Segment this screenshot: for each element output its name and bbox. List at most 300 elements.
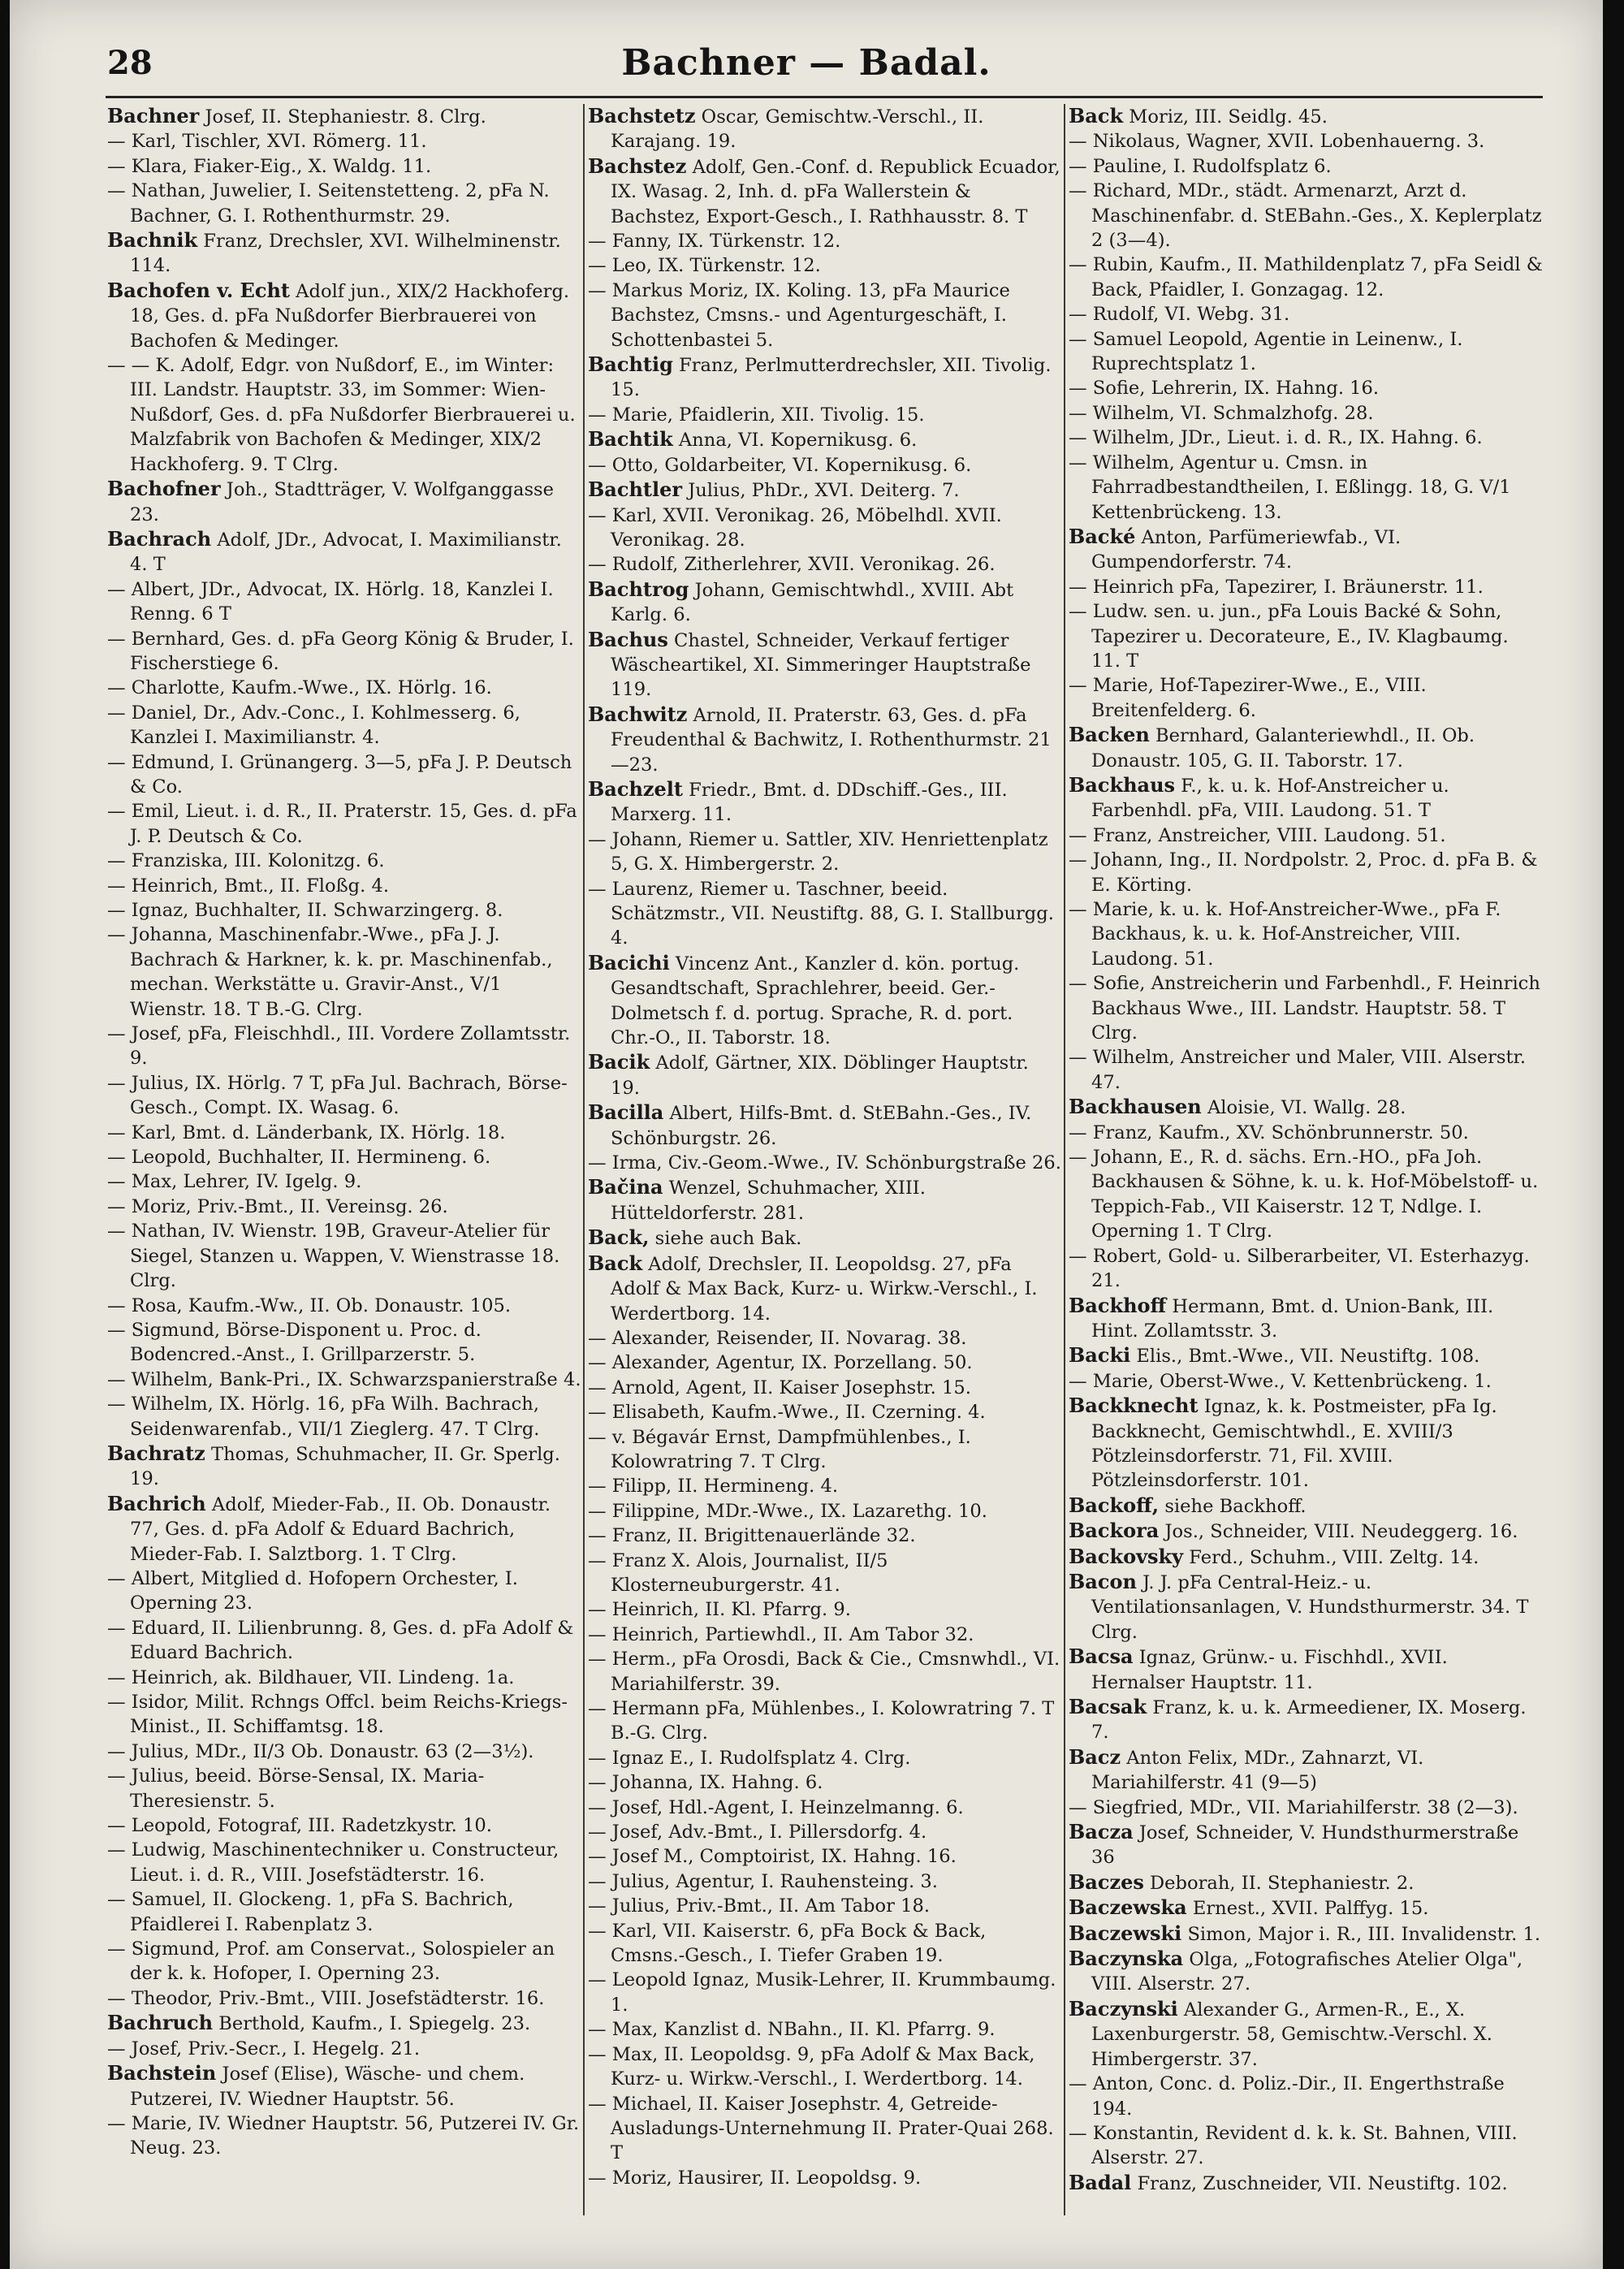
entry-text: — Sigmund, Börse-Disponent u. Proc. d. Bodencred.-Anst., I. Grillparzerstr. 5. — [107, 1319, 482, 1366]
entry-surname: Bachstein — [107, 2061, 217, 2085]
entry-text: — Rudolf, Zitherlehrer, XVII. Veronikag. 26. — [588, 554, 996, 576]
directory-entry — [588, 279, 1062, 352]
entry-text: Deborah, II. Stephaniestr. 2. — [1143, 1872, 1415, 1894]
entry-text: — Albert, JDr., Advocat, IX. Hörlg. 18, Kanzlei I. Renng. 6 T — [107, 578, 554, 625]
entry-text: — Samuel Leopold, Agentie in Leinenw., I. Ruprechtsplatz 1. — [1069, 328, 1463, 375]
directory-entry — [1069, 302, 1543, 326]
entry-text: — Sofie, Lehrerin, IX. Hahng. 16. — [1069, 378, 1380, 400]
directory-entry — [107, 874, 581, 898]
entry-text: — Rubin, Kaufm., II. Mathildenplatz 7, pFa Seidl & Back, Pfaidler, I. Gonzagag. 12. — [1069, 254, 1543, 300]
entry-text: Simon, Major i. R., III. Invalidenstr. 1. — [1181, 1923, 1541, 1945]
entry-text: Hermann, Bmt. d. Union-Bank, III. Hint. Zollamtsstr. 3. — [1091, 1295, 1494, 1342]
directory-entry — [1069, 599, 1543, 673]
entry-text: Oscar, Gemischtw.-Verschl., II. Karajang. 19. — [611, 106, 984, 153]
entry-text: Anna, VI. Kopernikusg. 6. — [672, 430, 918, 452]
entry-text: — Josef, Hdl.-Agent, I. Heinzelmanng. 6. — [588, 1796, 964, 1818]
entry-text: Ferd., Schuhm., VIII. Zeltg. 14. — [1183, 1546, 1479, 1568]
directory-entry — [107, 104, 581, 129]
entry-surname: Backhausen — [1069, 1095, 1202, 1119]
entry-text: Ignaz, k. k. Postmeister, pFa Ig. Backknecht, Gemischtwhdl., E. XVIII/3 Pötzleinsdorferstr. 71, Fil. XVIII. Pötzleinsdorferstr. 101. — [1091, 1396, 1497, 1492]
directory-entry — [107, 1368, 581, 1392]
directory-entry — [588, 628, 1062, 702]
entry-text: Bernhard, Galanteriewhdl., II. Ob. Donaustr. 105, G. II. Taborstr. 17. — [1091, 725, 1475, 771]
entry-text: — Wilhelm, Bank-Pri., IX. Schwarzspanierstraße 4. — [107, 1368, 581, 1390]
entry-text: — Max, II. Leopoldsg. 9, pFa Adolf & Max Back, Kurz- u. Wirkw.-Verschl., I. Werdertborg. 14. — [588, 2043, 1035, 2090]
directory-entry — [1069, 253, 1543, 302]
entry-surname: Bachrich — [107, 1491, 206, 1515]
entry-text: — Nikolaus, Wagner, XVII. Lobenhauerng. 3. — [1069, 131, 1485, 153]
entry-surname: Backora — [1069, 1519, 1160, 1543]
entry-text: — Richard, MDr., städt. Armenarzt, Arzt d. Maschinenfabr. d. StEBahn.-Ges., X. Keplerplatz 2 (3—4). — [1069, 180, 1542, 252]
entry-surname: Bachofner — [107, 477, 221, 501]
directory-entry — [588, 1820, 1062, 1844]
directory-entry — [588, 577, 1062, 628]
entry-text: — Konstantin, Revident d. k. k. St. Bahnen, VIII. Alserstr. 27. — [1069, 2122, 1518, 2169]
entry-text: — Heinrich, Partiewhdl., II. Am Tabor 32. — [588, 1623, 974, 1645]
entry-text: — Charlotte, Kaufm.-Wwe., IX. Hörlg. 16. — [107, 677, 492, 699]
entry-text: Franz, Perlmutterdrechsler, XII. Tivolig. 15. — [611, 355, 1052, 401]
entry-text: — Eduard, II. Lilienbrunng. 8, Ges. d. pFa Adolf & Eduard Bachrich. — [107, 1617, 574, 1664]
entry-text: — Robert, Gold- u. Silberarbeiter, VI. Esterhazyg. 21. — [1069, 1245, 1530, 1292]
directory-entry — [588, 1770, 1062, 1795]
directory-entry — [107, 799, 581, 849]
entry-text: — Johann, Ing., II. Nordpolstr. 2, Proc. d. pFa B. & E. Körting. — [1069, 849, 1538, 896]
directory-entry — [588, 478, 1062, 503]
entry-text: — Johann, E., R. d. sächs. Ern.-HO., pFa Joh. Backhausen & Söhne, k. u. k. Hof-Möbelstoff- u. Teppich-Fab., VII Kaiserstr. 12 T, Ndlge. I. Operning 1. T Clrg. — [1069, 1147, 1539, 1243]
directory-entry — [107, 1764, 581, 1813]
entry-text: — Albert, Mitglied d. Hofopern Orchester, I. Operning 23. — [107, 1567, 518, 1614]
column-1 — [107, 104, 581, 2215]
entry-text: Adolf, Gen.-Conf. d. Republick Ecuador, IX. Wasag. 2, Inh. d. pFa Wallerstein & Bachstez, Export-Gesch., I. Rathhausstr. 8. T — [611, 156, 1060, 227]
entry-text: Jos., Schneider, VIII. Neudeggerg. 16. — [1159, 1521, 1518, 1543]
directory-entry — [588, 1523, 1062, 1548]
entry-surname: Bacsak — [1069, 1695, 1147, 1718]
directory-entry — [107, 750, 581, 800]
entry-surname: Bachner — [107, 104, 200, 127]
entry-text: — Karl, Bmt. d. Länderbank, IX. Hörlg. 18. — [107, 1122, 506, 1143]
directory-entry — [1069, 179, 1543, 253]
directory-entry — [107, 849, 581, 873]
entry-text: Josef, II. Stephaniestr. 8. Clrg. — [199, 106, 486, 127]
entry-text: Chastel, Schneider, Verkauf fertiger Wäscheartikel, XI. Simmeringer Hauptstraße 119. — [611, 629, 1031, 701]
entry-text: — Josef, Priv.-Secr., I. Hegelg. 21. — [107, 2038, 420, 2059]
entry-text: — Johanna, IX. Hahng. 6. — [588, 1772, 823, 1794]
directory-entry — [1069, 2171, 1543, 2196]
directory-entry — [1069, 723, 1543, 773]
entry-text: — Julius, IX. Hörlg. 7 T, pFa Jul. Bachrach, Börse-Gesch., Compt. IX. Wasag. 6. — [107, 1072, 568, 1119]
entry-text: — Ignaz E., I. Rudolfsplatz 4. Clrg. — [588, 1747, 911, 1769]
entry-text: — Leo, IX. Türkenstr. 12. — [588, 255, 821, 277]
entry-text: — Franz, Kaufm., XV. Schönbrunnerstr. 50. — [1069, 1122, 1469, 1143]
directory-entry — [1069, 104, 1543, 129]
directory-entry — [588, 1696, 1062, 1746]
entry-text: — Franz, Anstreicher, VIII. Laudong. 51. — [1069, 824, 1446, 846]
entry-text: — Julius, Priv.-Bmt., II. Am Tabor 18. — [588, 1895, 931, 1917]
directory-entry — [1069, 1394, 1543, 1493]
entry-surname: Backoff, — [1069, 1493, 1160, 1517]
entry-text: — Klara, Fiaker-Eig., X. Waldg. 11. — [107, 155, 432, 177]
entry-text: — Theodor, Priv.-Bmt., VIII. Josefstädterstr. 16. — [107, 1987, 545, 2009]
directory-entry — [1069, 848, 1543, 897]
entry-text: — Leopold, Fotograf, III. Radetzkystr. 10. — [107, 1815, 492, 1837]
entry-text: — Sofie, Anstreicherin und Farbenhdl., F. Heinrich Backhaus Wwe., III. Landstr. Hauptstr. 58. T Clrg. — [1069, 973, 1540, 1044]
entry-surname: Bachus — [588, 627, 668, 651]
entry-text: Arnold, II. Praterstr. 63, Ges. d. pFa Freudenthal & Bachwitz, I. Rothenthurmstr. 21—23. — [611, 704, 1052, 776]
entry-text: Adolf, Mieder-Fab., II. Ob. Donaustr. 77, Ges. d. pFa Adolf & Eduard Bachrich, Mieder-Fab. I. Salztborg. 1. T Clrg. — [130, 1493, 551, 1565]
entry-text: Joh., Stadtträger, V. Wolfganggasse 23. — [130, 479, 555, 525]
entry-surname: Backhoff — [1069, 1293, 1167, 1317]
directory-entry — [588, 1869, 1062, 1894]
entry-text: — Nathan, IV. Wienstr. 19B, Graveur-Atelier für Siegel, Stanzen u. Wappen, V. Wienstrasse 18. Clrg. — [107, 1221, 560, 1292]
entry-text: Anton, Parfümeriewfab., VI. Gumpendorferstr. 74. — [1091, 526, 1402, 573]
directory-entry — [107, 627, 581, 676]
directory-entry — [1069, 2121, 1543, 2171]
entry-text: — Daniel, Dr., Adv.-Conc., I. Kohlmesserg. 6, Kanzlei I. Maximilianstr. 4. — [107, 702, 520, 749]
entry-text: — Wilhelm, Anstreicher und Maler, VIII. Alserstr. 47. — [1069, 1047, 1527, 1093]
directory-entry — [107, 1666, 581, 1690]
directory-entry — [107, 1145, 581, 1169]
entry-text: — Leopold Ignaz, Musik-Lehrer, II. Krummbaumg. 1. — [588, 1969, 1056, 2016]
directory-entry — [1069, 1145, 1543, 1244]
entry-text: Anton Felix, MDr., Zahnarzt, VI. Mariahilferstr. 41 (9—5) — [1091, 1747, 1424, 1794]
entry-text: — Ludwig, Maschinentechniker u. Constructeur, Lieut. i. d. R., VIII. Josefstädterstr. 16. — [107, 1839, 559, 1886]
entry-text: F., k. u. k. Hof-Anstreicher u. Farbenhdl. pFa, VIII. Laudong. 51. T — [1091, 775, 1449, 822]
entry-surname: Bacon — [1069, 1569, 1137, 1593]
entry-text: — Johanna, Maschinenfabr.-Wwe., pFa J. J. Bachrach & Harkner, k. k. pr. Maschinenfab., mechan. Werkstätte u. Gravir-Anst., V/1 Wienstr. 18. T B.-G. Clrg. — [107, 924, 553, 1020]
directory-entry — [588, 1175, 1062, 1225]
entry-text: — Wilhelm, IX. Hörlg. 16, pFa Wilh. Bachrach, Seidenwarenfab., VII/1 Zieglerg. 47. T Clrg. — [107, 1394, 540, 1440]
directory-entry — [1069, 1745, 1543, 1796]
entry-text: — Alexander, Agentur, IX. Porzellang. 50. — [588, 1352, 973, 1374]
entry-text: J. J. pFa Central-Heiz.- u. Ventilationsanlagen, V. Hundsthurmerstr. 34. T Clrg. — [1091, 1571, 1529, 1643]
directory-entry — [107, 1813, 581, 1838]
entry-text: Wenzel, Schuhmacher, XIII. Hütteldorferstr. 281. — [611, 1178, 926, 1224]
entry-text: — Laurenz, Riemer u. Taschner, beeid. Schätzmstr., VII. Neustiftg. 88, G. I. Stallburgg. 4. — [588, 878, 1054, 949]
directory-entry — [1069, 1343, 1543, 1368]
directory-entry — [107, 1838, 581, 1887]
directory-entry — [107, 1740, 581, 1764]
directory-entry — [107, 898, 581, 923]
entry-text: — Filipp, II. Hermineng. 4. — [588, 1476, 839, 1498]
entry-text: — Marie, IV. Wiedner Hauptstr. 56, Putzerei IV. Gr. Neug. 23. — [107, 2112, 580, 2159]
directory-entry — [588, 1151, 1062, 1175]
entry-text: — Markus Moriz, IX. Koling. 13, pFa Maurice Bachstez, Cmsns.- und Agenturgeschäft, I. Schottenbastei 5. — [588, 279, 1010, 351]
entry-text: — Edmund, I. Grünangerg. 3—5, pFa J. P. Deutsch & Co. — [107, 751, 572, 797]
directory-entry — [1069, 1947, 1543, 1997]
entry-surname: Bacik — [588, 1050, 650, 1074]
directory-entry — [107, 1441, 581, 1492]
entry-text: — Marie, Hof-Tapezirer-Wwe., E., VIII. Breitenfelderg. 6. — [1069, 675, 1427, 721]
directory-entry — [588, 352, 1062, 403]
entry-text: Franz, Drechsler, XVI. Wilhelminenstr. 114. — [130, 231, 561, 277]
column-divider — [583, 104, 585, 2215]
directory-entry — [588, 1746, 1062, 1770]
directory-entry — [1069, 1644, 1543, 1695]
entry-text: — Heinrich pFa, Tapezirer, I. Bräunerstr. 11. — [1069, 576, 1484, 598]
entry-surname: Bacz — [1069, 1744, 1121, 1769]
entry-text: — Marie, Pfaidlerin, XII. Tivolig. 15. — [588, 404, 925, 426]
directory-entry — [588, 403, 1062, 427]
entry-surname: Backen — [1069, 723, 1150, 747]
directory-entry — [107, 1195, 581, 1219]
entry-text: — Siegfried, MDr., VII. Mariahilferstr. 38 (2—3). — [1069, 1796, 1518, 1818]
entry-text: — Rosa, Kaufm.-Ww., II. Ob. Donaustr. 105. — [107, 1294, 512, 1316]
directory-entry — [1069, 154, 1543, 179]
directory-entry — [107, 1887, 581, 1937]
directory-entry — [588, 1499, 1062, 1523]
directory-entry — [107, 179, 581, 228]
directory-entry — [588, 1100, 1062, 1151]
entry-text: — Franz X. Alois, Journalist, II/5 Klosterneuburgerstr. 41. — [588, 1549, 888, 1596]
entry-text: — Sigmund, Prof. am Conservat., Solospieler an der k. k. Hofoper, I. Operning 23. — [107, 1938, 555, 1985]
directory-entry — [1069, 673, 1543, 723]
directory-entry — [588, 427, 1062, 452]
entry-text: siehe auch Bak. — [649, 1228, 802, 1250]
entry-text: — Herm., pFa Orosdi, Back & Cie., Cmsnwhdl., VI. Mariahilferstr. 39. — [588, 1649, 1060, 1695]
entry-surname: Bacilla — [588, 1100, 664, 1125]
directory-entry — [107, 353, 581, 477]
directory-entry — [588, 828, 1062, 877]
directory-entry — [588, 702, 1062, 777]
column-2 — [588, 104, 1062, 2215]
directory-entry — [588, 1549, 1062, 1598]
entry-surname: Baczynski — [1069, 1996, 1178, 2020]
directory-entry — [107, 1492, 581, 1567]
entry-text: Adolf, Gärtner, XIX. Döblinger Hauptstr. 19. — [611, 1052, 1029, 1099]
entry-surname: Bacsa — [1069, 1644, 1134, 1669]
directory-entry — [588, 1351, 1062, 1375]
entry-surname: Bachtig — [588, 352, 673, 377]
entry-text: — Arnold, Agent, II. Kaiser Josephstr. 15. — [588, 1377, 971, 1398]
entry-surname: Backknecht — [1069, 1394, 1199, 1418]
entry-text: — Wilhelm, JDr., Lieut. i. d. R., IX. Hahng. 6. — [1069, 427, 1483, 449]
entry-surname: Bachtik — [588, 427, 673, 452]
entry-surname: Bachruch — [107, 2011, 214, 2035]
directory-entry — [588, 453, 1062, 478]
entry-text: — Michael, II. Kaiser Josephstr. 4, Getreide-Ausladungs-Unternehmung II. Prater-Quai 268. T — [588, 2093, 1054, 2164]
entry-text: Olga, „Fotografisches Atelier Olga", VIII. Alserstr. 27. — [1091, 1949, 1523, 1995]
directory-entry — [588, 1597, 1062, 1622]
entry-surname: Bacza — [1069, 1820, 1134, 1844]
directory-entry — [1069, 773, 1543, 823]
directory-entry — [588, 104, 1062, 154]
entry-text: Adolf jun., XIX/2 Hackhoferg. 18, Ges. d. pFa Nußdorfer Bierbrauerei von Bachofen & Medinger. — [130, 280, 570, 352]
directory-entry — [1069, 1493, 1543, 1519]
directory-entry — [1069, 1121, 1543, 1145]
entry-text: — Ludw. sen. u. jun., pFa Louis Backé & Sohn, Tapezirer u. Decorateure, E., IV. Klagbaumg. 11. T — [1069, 601, 1509, 672]
entry-surname: Bachstetz — [588, 104, 696, 127]
running-head: Bachner — Badal. — [621, 42, 991, 84]
entry-text: — Josef M., Comptoirist, IX. Hahng. 16. — [588, 1846, 957, 1868]
directory-entry — [107, 1294, 581, 1318]
entry-surname: Backhaus — [1069, 772, 1176, 797]
entry-text: — Karl, VII. Kaiserstr. 6, pFa Bock & Back, Cmsns.-Gesch., I. Tiefer Graben 19. — [588, 1920, 987, 1967]
directory-entry — [1069, 1519, 1543, 1544]
entry-text: — Pauline, I. Rudolfsplatz 6. — [1069, 155, 1332, 177]
directory-entry — [1069, 451, 1543, 525]
directory-entry — [1069, 1570, 1543, 1644]
directory-entry — [588, 1623, 1062, 1647]
directory-entry — [588, 2166, 1062, 2190]
entry-text: Franz, Zuschneider, VII. Neustiftg. 102. — [1131, 2172, 1508, 2194]
directory-entry — [588, 1844, 1062, 1869]
entry-text: — Julius, beeid. Börse-Sensal, IX. Maria-Theresienstr. 5. — [107, 1765, 485, 1812]
entry-surname: Bachratz — [107, 1441, 205, 1465]
directory-entry — [588, 1326, 1062, 1351]
directory-entry — [107, 527, 581, 577]
entry-text: — Franz, II. Brigittenauerlände 32. — [588, 1525, 916, 1547]
directory-entry — [588, 777, 1062, 828]
directory-entry — [1069, 525, 1543, 575]
directory-entry — [588, 2042, 1062, 2092]
entry-text: Adolf, JDr., Advocat, I. Maximilianstr. 4. T — [130, 529, 562, 576]
directory-entry — [107, 2061, 581, 2111]
directory-entry — [1069, 1545, 1543, 1570]
directory-entry — [588, 1400, 1062, 1424]
entry-text: — Wilhelm, VI. Schmalzhofg. 28. — [1069, 402, 1374, 424]
directory-entry — [588, 504, 1062, 553]
directory-entry — [107, 1392, 581, 1441]
entry-text: — Nathan, Juwelier, I. Seitenstetteng. 2, pFa N. Bachner, G. I. Rothenthurmstr. 29. — [107, 180, 550, 227]
entry-text: — Otto, Goldarbeiter, VI. Kopernikusg. 6. — [588, 454, 972, 476]
directory-entry — [1069, 575, 1543, 599]
directory-entry — [588, 1425, 1062, 1475]
directory-entry — [588, 1376, 1062, 1400]
entry-text: Josef, Schneider, V. Hundsthurmerstraße 36 — [1091, 1822, 1519, 1869]
directory-entry — [1069, 1695, 1543, 1745]
directory-entry — [1069, 2072, 1543, 2121]
directory-entry — [107, 2037, 581, 2061]
directory-entry — [107, 1616, 581, 1666]
entry-surname: Backovsky — [1069, 1544, 1184, 1568]
entry-text: — Elisabeth, Kaufm.-Wwe., II. Czerning. 4. — [588, 1402, 986, 1424]
directory-entry — [107, 1022, 581, 1071]
entry-surname: Backi — [1069, 1343, 1131, 1368]
entry-text: — Josef, Adv.-Bmt., I. Pillersdorfg. 4. — [588, 1822, 927, 1843]
entry-surname: Backé — [1069, 524, 1136, 548]
directory-entry — [588, 1474, 1062, 1498]
directory-entry — [1069, 1095, 1543, 1120]
entry-surname: Baczynska — [1069, 1947, 1184, 1971]
entry-text: Albert, Hilfs-Bmt. d. StEBahn.-Ges., IV. Schönburgstr. 26. — [611, 1103, 1032, 1149]
entry-surname: Baczewska — [1069, 1895, 1187, 1920]
entry-text: — Marie, Oberst-Wwe., V. Kettenbrückeng. 1. — [1069, 1370, 1492, 1392]
directory-entry — [107, 1121, 581, 1145]
entry-text: — Rudolf, VI. Webg. 31. — [1069, 304, 1290, 326]
entry-text: Adolf, Drechsler, II. Leopoldsg. 27, pFa Adolf & Max Back, Kurz- u. Wirkw.-Verschl., I. Werdertborg. 14. — [611, 1253, 1038, 1325]
directory-entry — [107, 1071, 581, 1121]
entry-surname: Back, — [588, 1225, 650, 1250]
entry-text: Julius, PhDr., XVI. Deiterg. 7. — [682, 480, 960, 502]
entry-text: — Emil, Lieut. i. d. R., II. Praterstr. 15, Ges. d. pFa J. P. Deutsch & Co. — [107, 801, 577, 847]
directory-entry — [107, 1169, 581, 1194]
entry-text: Franz, k. u. k. Armeediener, IX. Moserg. 7. — [1091, 1697, 1527, 1744]
entry-text: — Julius, MDr., II/3 Ob. Donaustr. 63 (2—3½). — [107, 1740, 534, 1762]
directory-entry — [588, 552, 1062, 577]
entry-text: — Heinrich, II. Kl. Pfarrg. 9. — [588, 1599, 851, 1621]
directory-entry — [1069, 1921, 1543, 1947]
entry-text: — Josef, pFa, Fleischhdl., III. Vordere Zollamtsstr. 9. — [107, 1023, 571, 1070]
directory-entry — [107, 2111, 581, 2161]
directory-entry — [1069, 1895, 1543, 1921]
page-number: 28 — [107, 44, 153, 82]
directory-entry — [1069, 1796, 1543, 1820]
entry-surname: Bachstez — [588, 153, 687, 178]
directory-entry — [107, 923, 581, 1022]
directory-entry — [588, 1225, 1062, 1251]
directory-entry — [107, 1690, 581, 1740]
entry-text: — Karl, XVII. Veronikag. 26, Möbelhdl. XVII. Veronikag. 28. — [588, 504, 1002, 551]
directory-entry — [588, 1050, 1062, 1100]
entry-text: Friedr., Bmt. d. DDschiff.-Ges., III. Marxerg. 11. — [611, 779, 1008, 826]
entry-surname: Bacichi — [588, 950, 670, 975]
entry-text: — Isidor, Milit. Rchngs Offcl. beim Reichs-Kriegs-Minist., II. Schiffamtsg. 18. — [107, 1692, 568, 1738]
entry-surname: Bachofen v. Echt — [107, 278, 290, 302]
directory-entry — [107, 279, 581, 353]
directory-entry — [588, 2017, 1062, 2042]
directory-entry — [1069, 897, 1543, 971]
entry-text: — Samuel, II. Glockeng. 1, pFa S. Bachrich, Pfaidlerei I. Rabenplatz 3. — [107, 1889, 514, 1935]
entry-text: Elis., Bmt.-Wwe., VII. Neustiftg. 108. — [1130, 1346, 1480, 1368]
entry-text: — Anton, Conc. d. Poliz.-Dir., II. Engerthstraße 194. — [1069, 2073, 1505, 2120]
directory-entry — [588, 1647, 1062, 1696]
directory-entry — [588, 154, 1062, 229]
directory-entry — [1069, 1870, 1543, 1895]
entry-text: — — K. Adolf, Edgr. von Nußdorf, E., im Winter: III. Landstr. Hauptstr. 33, im Sommer: Wien-Nußdorf, Ges. d. pFa Nußdorfer Bierbrauerei u. Malzfabrik von Bachofen & Medinger, XIX/2 Hackhoferg. 9. T Clrg. — [107, 355, 576, 475]
directory-entry — [107, 129, 581, 153]
directory-entry — [1069, 1294, 1543, 1344]
directory-entry — [1069, 1820, 1543, 1870]
entry-text: — Bernhard, Ges. d. pFa Georg König & Bruder, I. Fischerstiege 6. — [107, 628, 574, 674]
directory-entry — [107, 1986, 581, 2011]
directory-page — [10, 0, 1603, 2269]
entry-text: — Leopold, Buchhalter, II. Hermineng. 6. — [107, 1147, 491, 1169]
entry-surname: Badal — [1069, 2170, 1132, 2194]
directory-entry — [107, 2011, 581, 2036]
entry-surname: Back — [1069, 104, 1124, 127]
directory-entry — [1069, 1997, 1543, 2072]
directory-entry — [1069, 376, 1543, 400]
entry-text: Alexander G., Armen-R., E., X. Laxenburgerstr. 58, Gemischtw.-Verschl. X. Himbergerstr. 37. — [1091, 1999, 1492, 2070]
entry-surname: Bachzelt — [588, 776, 683, 801]
directory-entry — [107, 1219, 581, 1293]
directory-entry — [1069, 129, 1543, 153]
directory-entry — [107, 1937, 581, 1986]
entry-surname: Bachtler — [588, 478, 683, 502]
entry-text: — Heinrich, ak. Bildhauer, VII. Lindeng. 1a. — [107, 1666, 515, 1688]
directory-entry — [588, 1796, 1062, 1820]
entry-text: — Moriz, Hausirer, II. Leopoldsg. 9. — [588, 2167, 922, 2189]
entry-text: — Ignaz, Buchhalter, II. Schwarzingerg. 8. — [107, 900, 503, 921]
column-divider — [1064, 104, 1065, 2215]
entry-text: — Irma, Civ.-Geom.-Wwe., IV. Schönburgstraße 26. — [588, 1152, 1061, 1174]
directory-entry — [107, 477, 581, 527]
entry-surname: Bachnik — [107, 228, 198, 253]
entry-text: — Fanny, IX. Türkenstr. 12. — [588, 231, 841, 253]
directory-entry — [588, 229, 1062, 253]
entry-text: — Wilhelm, Agentur u. Cmsn. in Fahrradbestandtheilen, I. Eßlingg. 18, G. V/1 Kettenbrückeng. 13. — [1069, 452, 1511, 523]
entry-text: — Max, Lehrer, IV. Igelg. 9. — [107, 1171, 362, 1193]
directory-entry — [588, 253, 1062, 278]
directory-entry — [1069, 1244, 1543, 1294]
entry-surname: Bachrach — [107, 526, 212, 551]
directory-entry — [588, 1919, 1062, 1969]
entry-text: — Heinrich, Bmt., II. Floßg. 4. — [107, 875, 390, 897]
entry-text: — Max, Kanzlist d. NBahn., II. Kl. Pfarrg. 9. — [588, 2019, 996, 2041]
entry-text: — Julius, Agentur, I. Rauhensteing. 3. — [588, 1870, 938, 1892]
directory-entry — [107, 154, 581, 179]
entry-text: Aloisie, VI. Wallg. 28. — [1201, 1097, 1406, 1119]
